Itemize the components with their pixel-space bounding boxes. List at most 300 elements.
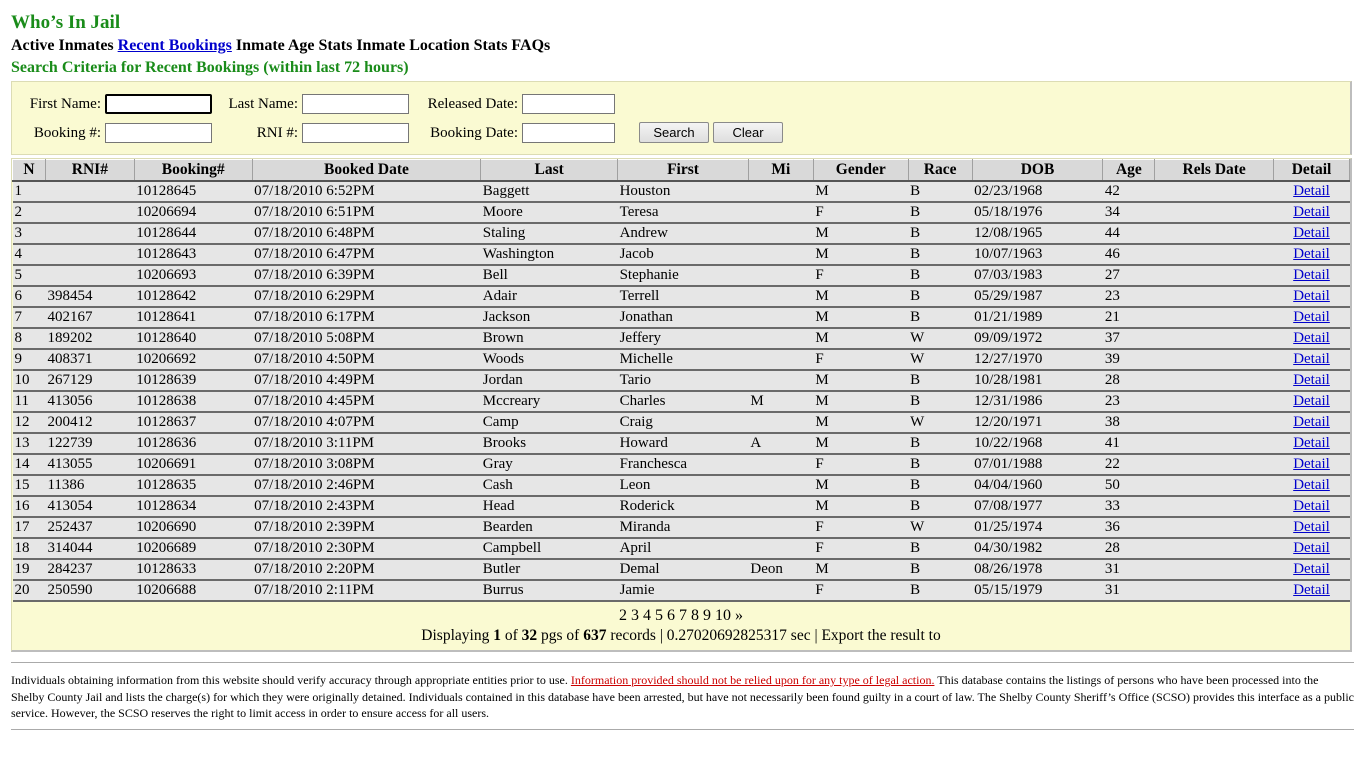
cell-gender: M	[813, 307, 908, 328]
detail-link[interactable]: Detail	[1293, 498, 1330, 514]
current-page: 1	[493, 627, 501, 644]
cell-last: Cash	[481, 475, 618, 496]
cell-n: 12	[13, 412, 46, 433]
cell-age: 50	[1103, 475, 1155, 496]
cell-booked-date: 07/18/2010 6:47PM	[252, 244, 481, 265]
cell-mi	[748, 181, 813, 202]
cell-detail	[1274, 454, 1350, 475]
released-date-label: Released Date:	[427, 96, 518, 112]
table-row	[13, 265, 1350, 286]
cell-rels-date	[1155, 286, 1274, 307]
cell-rels-date	[1155, 580, 1274, 601]
cell-last: Burrus	[481, 580, 618, 601]
cell-dob: 01/25/1974	[972, 517, 1103, 538]
cell-age: 39	[1103, 349, 1155, 370]
cell-race: B	[908, 496, 972, 517]
column-header-dob: DOB	[972, 160, 1103, 182]
table-row	[13, 202, 1350, 223]
cell-first: Charles	[618, 391, 749, 412]
table-row	[13, 475, 1350, 496]
cell-mi	[748, 454, 813, 475]
cell-rni: 267129	[45, 370, 134, 391]
cell-age: 34	[1103, 202, 1155, 223]
cell-first: Roderick	[618, 496, 749, 517]
cell-n: 4	[13, 244, 46, 265]
cell-rels-date	[1155, 496, 1274, 517]
detail-link[interactable]: Detail	[1293, 414, 1330, 430]
cell-first: Jonathan	[618, 307, 749, 328]
cell-detail	[1274, 307, 1350, 328]
cell-n: 10	[13, 370, 46, 391]
cell-detail	[1274, 244, 1350, 265]
page-link-2[interactable]: 2	[619, 607, 627, 624]
detail-link[interactable]: Detail	[1293, 204, 1330, 220]
cell-booking: 10128636	[134, 433, 252, 454]
first-name-label: First Name:	[29, 96, 101, 112]
cell-last: Camp	[481, 412, 618, 433]
cell-rels-date	[1155, 265, 1274, 286]
booking-number-input[interactable]	[105, 123, 212, 143]
released-date-input[interactable]	[522, 94, 615, 114]
table-row	[13, 328, 1350, 349]
cell-age: 38	[1103, 412, 1155, 433]
cell-mi	[748, 244, 813, 265]
detail-link[interactable]: Detail	[1293, 372, 1330, 388]
table-row	[13, 433, 1350, 454]
cell-rni: 413055	[45, 454, 134, 475]
cell-gender: M	[813, 496, 908, 517]
cell-gender: M	[813, 286, 908, 307]
cell-n: 11	[13, 391, 46, 412]
cell-dob: 01/21/1989	[972, 307, 1103, 328]
cell-booked-date: 07/18/2010 2:20PM	[252, 559, 481, 580]
cell-rni	[45, 223, 134, 244]
table-row	[13, 370, 1350, 391]
cell-mi	[748, 475, 813, 496]
cell-booked-date: 07/18/2010 6:29PM	[252, 286, 481, 307]
cell-last: Jordan	[481, 370, 618, 391]
cell-rels-date	[1155, 202, 1274, 223]
cell-detail	[1274, 265, 1350, 286]
cell-mi	[748, 223, 813, 244]
cell-booking: 10128640	[134, 328, 252, 349]
detail-link[interactable]: Detail	[1293, 456, 1330, 472]
cell-race: B	[908, 475, 972, 496]
column-header-mi: Mi	[748, 160, 813, 182]
cell-booked-date: 07/18/2010 4:49PM	[252, 370, 481, 391]
cell-race: B	[908, 538, 972, 559]
cell-rni	[45, 202, 134, 223]
cell-first: Franchesca	[618, 454, 749, 475]
cell-first: Craig	[618, 412, 749, 433]
nav-item-faqs[interactable]: FAQs	[511, 37, 551, 54]
cell-booked-date: 07/18/2010 6:51PM	[252, 202, 481, 223]
cell-rels-date	[1155, 391, 1274, 412]
cell-rni: 200412	[45, 412, 134, 433]
detail-link[interactable]: Detail	[1293, 309, 1330, 325]
cell-last: Brooks	[481, 433, 618, 454]
cell-mi	[748, 328, 813, 349]
page-link-4[interactable]: 4	[643, 607, 651, 624]
detail-link[interactable]: Detail	[1293, 582, 1330, 598]
cell-last: Bearden	[481, 517, 618, 538]
cell-rni	[45, 244, 134, 265]
cell-last: Staling	[481, 223, 618, 244]
column-header-rni: RNI#	[45, 160, 134, 182]
cell-rni: 398454	[45, 286, 134, 307]
cell-detail	[1274, 181, 1350, 202]
first-name-input[interactable]	[105, 94, 212, 114]
cell-dob: 04/04/1960	[972, 475, 1103, 496]
cell-gender: M	[813, 328, 908, 349]
cell-n: 15	[13, 475, 46, 496]
detail-link[interactable]: Detail	[1293, 288, 1330, 304]
cell-n: 1	[13, 181, 46, 202]
cell-rels-date	[1155, 307, 1274, 328]
cell-dob: 10/07/1963	[972, 244, 1103, 265]
cell-age: 36	[1103, 517, 1155, 538]
cell-detail	[1274, 580, 1350, 601]
cell-n: 18	[13, 538, 46, 559]
detail-link[interactable]: Detail	[1293, 435, 1330, 451]
cell-last: Bell	[481, 265, 618, 286]
nav-item-inmate-age-stats[interactable]: Inmate Age Stats	[235, 37, 353, 54]
cell-mi	[748, 349, 813, 370]
cell-booking: 10128643	[134, 244, 252, 265]
rni-input[interactable]	[302, 123, 409, 143]
cell-first: Michelle	[618, 349, 749, 370]
results-summary	[12, 626, 1350, 650]
cell-rni: 402167	[45, 307, 134, 328]
cell-race: B	[908, 244, 972, 265]
table-row	[13, 223, 1350, 244]
table-row	[13, 181, 1350, 202]
page-link-5[interactable]: 5	[655, 607, 663, 624]
cell-rels-date	[1155, 412, 1274, 433]
column-header-first: First	[618, 160, 749, 182]
cell-mi: M	[748, 391, 813, 412]
cell-detail	[1274, 328, 1350, 349]
table-row	[13, 538, 1350, 559]
cell-age: 44	[1103, 223, 1155, 244]
cell-age: 28	[1103, 538, 1155, 559]
cell-dob: 12/20/1971	[972, 412, 1103, 433]
cell-rels-date	[1155, 244, 1274, 265]
cell-last: Brown	[481, 328, 618, 349]
cell-dob: 05/29/1987	[972, 286, 1103, 307]
cell-booking: 10128634	[134, 496, 252, 517]
cell-dob: 04/30/1982	[972, 538, 1103, 559]
cell-dob: 12/31/1986	[972, 391, 1103, 412]
cell-detail	[1274, 496, 1350, 517]
cell-booked-date: 07/18/2010 4:50PM	[252, 349, 481, 370]
cell-rni: 408371	[45, 349, 134, 370]
cell-rni	[45, 181, 134, 202]
cell-last: Jackson	[481, 307, 618, 328]
query-timing: | 0.27020692825317 sec | Export the result to	[659, 627, 941, 644]
detail-link[interactable]: Detail	[1293, 477, 1330, 493]
cell-mi	[748, 517, 813, 538]
cell-booked-date: 07/18/2010 6:52PM	[252, 181, 481, 202]
cell-n: 16	[13, 496, 46, 517]
cell-booking: 10206688	[134, 580, 252, 601]
cell-first: April	[618, 538, 749, 559]
cell-rels-date	[1155, 538, 1274, 559]
cell-first: Leon	[618, 475, 749, 496]
column-header-detail: Detail	[1274, 160, 1350, 182]
cell-rels-date	[1155, 559, 1274, 580]
cell-age: 28	[1103, 370, 1155, 391]
cell-booking: 10128638	[134, 391, 252, 412]
table-row	[13, 307, 1350, 328]
cell-last: Moore	[481, 202, 618, 223]
cell-race: B	[908, 559, 972, 580]
legal-warning-link[interactable]: Information provided should not be relied upon for any type of legal action.	[570, 673, 935, 687]
page-link-7[interactable]: 7	[679, 607, 687, 624]
cell-age: 42	[1103, 181, 1155, 202]
cell-rni: 314044	[45, 538, 134, 559]
cell-booking: 10206694	[134, 202, 252, 223]
cell-age: 21	[1103, 307, 1155, 328]
cell-n: 19	[13, 559, 46, 580]
cell-mi	[748, 412, 813, 433]
cell-mi	[748, 580, 813, 601]
cell-booking: 10128637	[134, 412, 252, 433]
booking-number-label: Booking #:	[33, 125, 101, 141]
cell-gender: F	[813, 517, 908, 538]
detail-link[interactable]: Detail	[1293, 330, 1330, 346]
cell-age: 23	[1103, 391, 1155, 412]
cell-booked-date: 07/18/2010 6:17PM	[252, 307, 481, 328]
search-heading: Search Criteria for Recent Bookings (within last 72 hours)	[11, 59, 409, 76]
last-name-input[interactable]	[302, 94, 409, 114]
cell-booking: 10128642	[134, 286, 252, 307]
nav-item-active-inmates[interactable]: Active Inmates	[11, 37, 114, 54]
cell-dob: 10/22/1968	[972, 433, 1103, 454]
page-link-9[interactable]: 9	[703, 607, 711, 624]
cell-age: 33	[1103, 496, 1155, 517]
cell-age: 41	[1103, 433, 1155, 454]
cell-gender: M	[813, 412, 908, 433]
cell-mi	[748, 286, 813, 307]
cell-first: Howard	[618, 433, 749, 454]
table-row	[13, 559, 1350, 580]
cell-mi: Deon	[748, 559, 813, 580]
cell-rni: 284237	[45, 559, 134, 580]
last-name-label: Last Name:	[228, 96, 298, 112]
cell-last: Baggett	[481, 181, 618, 202]
cell-detail	[1274, 559, 1350, 580]
cell-gender: F	[813, 349, 908, 370]
cell-n: 9	[13, 349, 46, 370]
cell-n: 13	[13, 433, 46, 454]
cell-dob: 10/28/1981	[972, 370, 1103, 391]
cell-last: Gray	[481, 454, 618, 475]
detail-link[interactable]: Detail	[1293, 540, 1330, 556]
cell-booked-date: 07/18/2010 2:30PM	[252, 538, 481, 559]
table-row	[13, 454, 1350, 475]
cell-last: Mccreary	[481, 391, 618, 412]
cell-race: B	[908, 307, 972, 328]
cell-race: W	[908, 349, 972, 370]
detail-link[interactable]: Detail	[1293, 225, 1330, 241]
cell-rels-date	[1155, 328, 1274, 349]
cell-age: 46	[1103, 244, 1155, 265]
cell-rni: 413056	[45, 391, 134, 412]
cell-booked-date: 07/18/2010 2:11PM	[252, 580, 481, 601]
cell-booking: 10206689	[134, 538, 252, 559]
page-link-10[interactable]: 10	[715, 607, 731, 624]
search-panel	[11, 81, 1352, 155]
nav-item-inmate-location-stats[interactable]: Inmate Location Stats	[356, 37, 508, 54]
total-records: 637	[583, 627, 607, 644]
cell-dob: 07/03/1983	[972, 265, 1103, 286]
detail-link[interactable]: Detail	[1293, 519, 1330, 535]
cell-rels-date	[1155, 370, 1274, 391]
cell-dob: 02/23/1968	[972, 181, 1103, 202]
cell-dob: 12/27/1970	[972, 349, 1103, 370]
booking-date-input[interactable]	[522, 123, 615, 143]
disclaimer	[11, 662, 1354, 730]
cell-dob: 07/08/1977	[972, 496, 1103, 517]
cell-rni	[45, 265, 134, 286]
column-header-age: Age	[1103, 160, 1155, 182]
cell-last: Head	[481, 496, 618, 517]
cell-race: B	[908, 202, 972, 223]
cell-dob: 09/09/1972	[972, 328, 1103, 349]
cell-age: 37	[1103, 328, 1155, 349]
cell-gender: F	[813, 580, 908, 601]
cell-mi	[748, 307, 813, 328]
cell-booking: 10128641	[134, 307, 252, 328]
cell-n: 17	[13, 517, 46, 538]
disclaimer-text-2: This database contains the listings of persons who have been processed into the Shelby County Jail and lists the charge(s) for which they were originally detained. Individuals contained in this database have been arrested, but have not necessarily been found guilty in a court of law. The Shelby County Sheriff’s Office (SCSO) provides this interface as a public service. However, the SCSO reserves the right to limit access in order to ensure access for all users.	[11, 673, 1354, 720]
cell-age: 27	[1103, 265, 1155, 286]
cell-rni: 250590	[45, 580, 134, 601]
cell-last: Washington	[481, 244, 618, 265]
cell-detail	[1274, 370, 1350, 391]
cell-first: Demal	[618, 559, 749, 580]
cell-detail	[1274, 433, 1350, 454]
cell-mi: A	[748, 433, 813, 454]
cell-booking: 10206693	[134, 265, 252, 286]
column-header-booking: Booking#	[134, 160, 252, 182]
cell-rels-date	[1155, 223, 1274, 244]
booking-date-label: Booking Date:	[430, 125, 518, 141]
cell-detail	[1274, 475, 1350, 496]
cell-rni: 189202	[45, 328, 134, 349]
detail-link[interactable]: Detail	[1293, 351, 1330, 367]
cell-booking: 10128644	[134, 223, 252, 244]
cell-first: Teresa	[618, 202, 749, 223]
cell-mi	[748, 496, 813, 517]
cell-race: B	[908, 181, 972, 202]
cell-n: 2	[13, 202, 46, 223]
cell-race: B	[908, 370, 972, 391]
table-row	[13, 286, 1350, 307]
table-body	[13, 181, 1350, 601]
cell-booked-date: 07/18/2010 4:07PM	[252, 412, 481, 433]
cell-booked-date: 07/18/2010 6:39PM	[252, 265, 481, 286]
cell-gender: M	[813, 370, 908, 391]
cell-n: 14	[13, 454, 46, 475]
nav-item-recent-bookings[interactable]: Recent Bookings	[117, 37, 232, 54]
table-row	[13, 517, 1350, 538]
cell-n: 5	[13, 265, 46, 286]
cell-detail	[1274, 412, 1350, 433]
cell-booking: 10128633	[134, 559, 252, 580]
cell-booked-date: 07/18/2010 2:39PM	[252, 517, 481, 538]
cell-gender: F	[813, 202, 908, 223]
detail-link[interactable]: Detail	[1293, 393, 1330, 409]
table-row	[13, 580, 1350, 601]
cell-race: B	[908, 433, 972, 454]
site-title: Who’s In Jail	[11, 12, 121, 33]
detail-link[interactable]: Detail	[1293, 183, 1330, 199]
column-header-rels-date: Rels Date	[1155, 160, 1274, 182]
cell-booking: 10128635	[134, 475, 252, 496]
cell-dob: 12/08/1965	[972, 223, 1103, 244]
summary-prefix: Displaying	[421, 627, 490, 644]
cell-mi	[748, 202, 813, 223]
main-nav	[11, 35, 1355, 57]
cell-last: Campbell	[481, 538, 618, 559]
cell-booked-date: 07/18/2010 2:43PM	[252, 496, 481, 517]
search-button[interactable]: Search	[639, 122, 709, 143]
detail-link[interactable]: Detail	[1293, 561, 1330, 577]
column-header-n: N	[13, 160, 46, 182]
cell-age: 23	[1103, 286, 1155, 307]
page-link-8[interactable]: 8	[691, 607, 699, 624]
total-pages: 32	[521, 627, 538, 644]
column-header-booked-date: Booked Date	[252, 160, 481, 182]
page-link-6[interactable]: 6	[667, 607, 675, 624]
clear-button[interactable]: Clear	[713, 122, 783, 143]
cell-race: B	[908, 580, 972, 601]
cell-first: Jamie	[618, 580, 749, 601]
cell-n: 3	[13, 223, 46, 244]
cell-race: B	[908, 454, 972, 475]
cell-first: Miranda	[618, 517, 749, 538]
cell-rni: 122739	[45, 433, 134, 454]
results-panel	[11, 158, 1352, 652]
cell-race: W	[908, 328, 972, 349]
pagination	[12, 602, 1350, 626]
next-page-link[interactable]: »	[735, 607, 743, 624]
cell-detail	[1274, 349, 1350, 370]
cell-race: B	[908, 223, 972, 244]
cell-race: B	[908, 286, 972, 307]
table-row	[13, 349, 1350, 370]
results-table	[12, 159, 1350, 602]
page-link-3[interactable]: 3	[631, 607, 639, 624]
cell-rni: 252437	[45, 517, 134, 538]
cell-age: 22	[1103, 454, 1155, 475]
cell-booked-date: 07/18/2010 3:08PM	[252, 454, 481, 475]
cell-booking: 10206692	[134, 349, 252, 370]
detail-link[interactable]: Detail	[1293, 267, 1330, 283]
cell-dob: 08/26/1978	[972, 559, 1103, 580]
table-header-row	[13, 160, 1350, 182]
cell-first: Terrell	[618, 286, 749, 307]
cell-gender: M	[813, 181, 908, 202]
column-header-race: Race	[908, 160, 972, 182]
table-row	[13, 244, 1350, 265]
detail-link[interactable]: Detail	[1293, 246, 1330, 262]
cell-booking: 10128645	[134, 181, 252, 202]
cell-n: 20	[13, 580, 46, 601]
cell-rni: 11386	[45, 475, 134, 496]
